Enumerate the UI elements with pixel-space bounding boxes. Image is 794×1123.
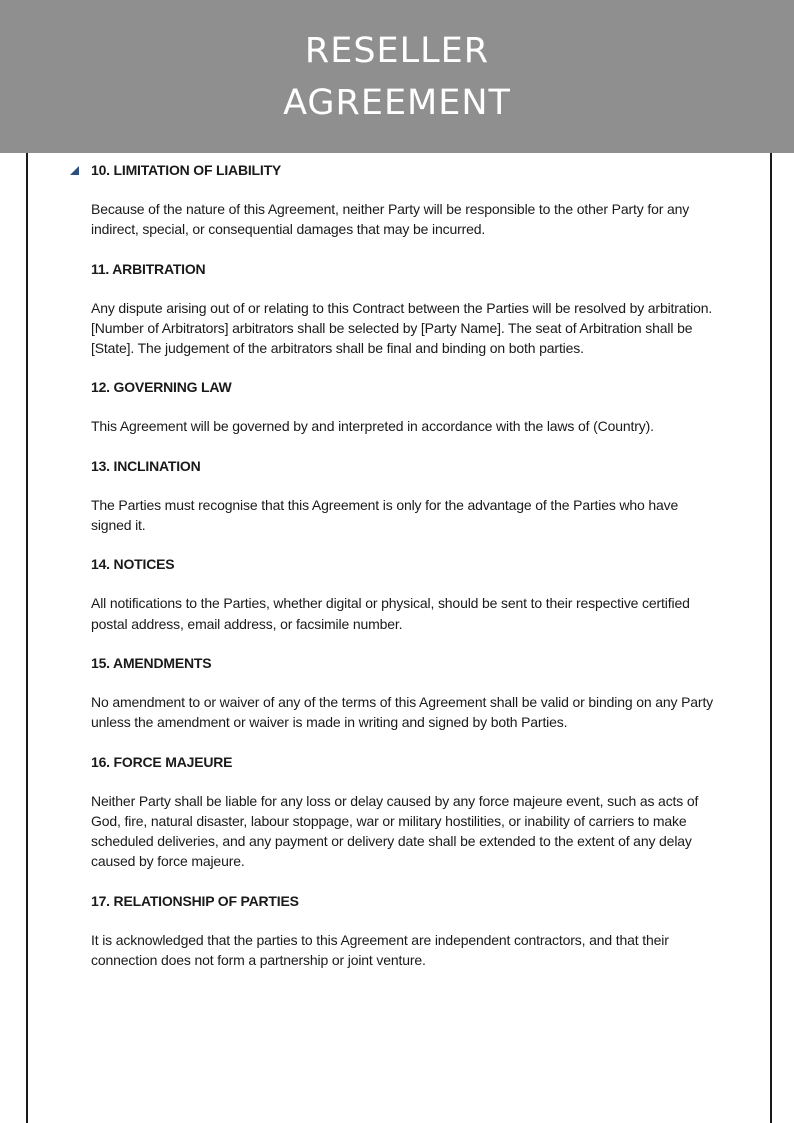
section-amendments — [91, 653, 721, 733]
section-paragraph: The Parties must recognise that this Agreement is only for the advantage of the Parties who have signed it. — [91, 496, 679, 534]
section-heading: 15. AMENDMENTS — [91, 654, 212, 671]
section-governing-law — [91, 377, 721, 436]
title-line-2: AGREEMENT — [283, 82, 511, 123]
section-paragraph: No amendment to or waiver of any of the terms of this Agreement shall be valid or binding on any Party unless the amendment or waiver is made in writing and signed by both Parties. — [91, 693, 714, 731]
title-line-1: RESELLER — [304, 30, 490, 71]
page-border-right — [770, 153, 772, 1123]
section-paragraph: Any dispute arising out of or relating to this Contract between the Parties will be resolved by arbitration. [Number of Arbitrators] arbitrators shall be selected by [Party Name]. The seat of Arbitration shall be [State]. The judgement of the arbitrators shall be final and binding on both parties. — [91, 299, 713, 357]
collapse-triangle-icon[interactable] — [70, 166, 79, 175]
section-limitation-of-liability — [91, 160, 721, 240]
section-heading: 14. NOTICES — [91, 556, 175, 573]
section-heading: 17. RELATIONSHIP OF PARTIES — [91, 892, 299, 909]
section-paragraph: All notifications to the Parties, whether digital or physical, should be sent to their respective certified postal address, email address, or facsimile number. — [91, 595, 690, 632]
section-heading: 10. LIMITATION OF LIABILITY — [91, 162, 282, 178]
section-inclination — [91, 456, 721, 536]
section-heading: 12. GOVERNING LAW — [91, 379, 232, 396]
section-heading: 16. FORCE MAJEURE — [91, 753, 233, 770]
section-paragraph: Because of the nature of this Agreement, neither Party will be responsible to the other Party for any indirect, special, or consequential damages that may be incurred. — [91, 201, 690, 238]
section-paragraph: This Agreement will be governed by and interpreted in accordance with the laws of (Country). — [91, 418, 654, 435]
section-heading: 13. INCLINATION — [91, 457, 201, 474]
title-banner — [0, 0, 794, 153]
section-arbitration — [91, 259, 721, 359]
section-paragraph: It is acknowledged that the parties to this Agreement are independent contractors, and that their connection does not form a partnership or joint venture. — [91, 931, 669, 969]
section-heading: 11. ARBITRATION — [91, 260, 206, 277]
section-paragraph: Neither Party shall be liable for any loss or delay caused by any force majeure event, such as acts of God, fire, natural disaster, labour stoppage, war or military hostilities, or inability of carriers to make scheduled deliveries, and any payment or delivery date shall be extended to the extent of any delay caused by force majeure. — [91, 792, 699, 870]
section-force-majeure — [91, 752, 721, 872]
section-notices — [91, 554, 721, 634]
document-body — [91, 160, 721, 989]
page-border-left — [26, 153, 28, 1123]
section-relationship-of-parties — [91, 891, 721, 971]
